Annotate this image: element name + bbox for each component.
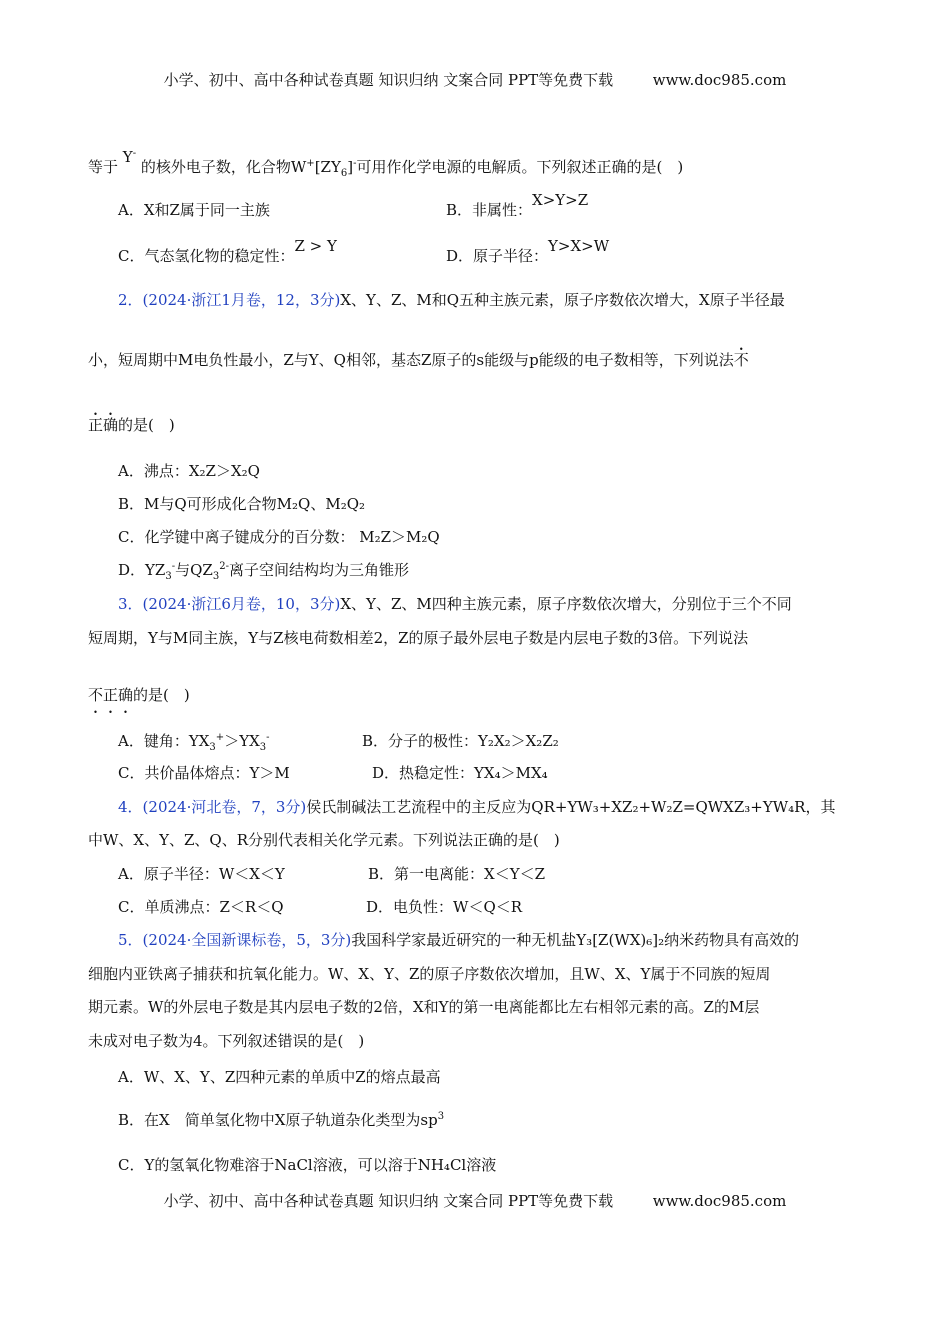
q5-option-b-text: B．在X 简单氢化物中X原子轨道杂化类型为sp	[118, 1111, 438, 1129]
q5-stem1: 我国科学家最近研究的一种无机盐Y₃[Z(WX)₆]₂纳米药物具有高效的	[351, 931, 800, 949]
q5-option-a: A．W、X、Y、Z四种元素的单质中Z的熔点最高	[118, 1068, 441, 1086]
q1-option-b	[446, 191, 589, 220]
q3-a-sup-minus: -	[266, 732, 270, 743]
q3-stem-line3	[88, 685, 190, 705]
q1-ion-letter: Y	[122, 148, 133, 166]
q2-d-sub3b: 3	[212, 571, 220, 582]
q3-a-sub3a: 3	[209, 742, 216, 753]
q4-stem1: 侯氏制碱法工艺流程中的主反应为QR+YW₃+XZ₂+W₂Z=QWXZ₃+YW₄R，其	[306, 798, 836, 816]
q1-ion	[123, 148, 136, 166]
q5-option-b-sup: 3	[437, 1111, 445, 1122]
q4-option-c: C．单质沸点：Z＜R＜Q	[118, 898, 284, 916]
q5-stem-line1	[118, 930, 799, 950]
q3-source: 3．(2024·浙江6月卷，10，3分)	[118, 595, 341, 613]
q3-emphasis-bu: 不	[88, 686, 104, 704]
q2-source: 2．(2024·浙江1月卷，12，3分)	[118, 291, 341, 309]
q3-a-sub3b: 3	[259, 742, 267, 753]
q2-stem-line2	[88, 350, 749, 370]
page-footer	[0, 1191, 950, 1211]
q2-option-d-part1: D．YZ	[118, 561, 166, 579]
q1-option-d	[446, 237, 610, 266]
q2-option-b: B．M与Q可形成化合物M₂Q、M₂Q₂	[118, 495, 366, 513]
q2-option-d	[118, 560, 409, 580]
q2-option-a: A．沸点：X₂Z＞X₂Q	[118, 462, 260, 480]
q3-stem2: 短周期，Y与M同主族，Y与Z核电荷数相差2，Z的原子最外层电子数是内层电子数的3倍。下列说法	[88, 629, 749, 647]
q2-d-sup-minus: -	[171, 561, 176, 572]
q1-stem-part3: [ZY	[314, 158, 341, 176]
q1-plus: +	[306, 158, 315, 169]
q1-option-c-value: Z > Y	[294, 237, 337, 255]
q4-option-a: A．原子半径：W＜X＜Y	[118, 865, 285, 883]
q1-stem	[88, 148, 684, 179]
q1-stem-part5: 可用作化学电源的电解质。下列叙述正确的是( )	[356, 158, 684, 176]
page-header	[0, 70, 950, 90]
q1-option-c	[118, 237, 337, 266]
q3-stem3-rest: 的是( )	[133, 686, 190, 704]
footer-text: 小学、初中、高中各种试卷真题 知识归纳 文案合同 PPT等免费下载	[163, 1192, 614, 1210]
q2-d-sup-2minus: 2-	[219, 561, 229, 572]
q2-option-c: C．化学键中离子键成分的百分数： M₂Z＞M₂Q	[118, 528, 440, 546]
q1-option-d-label: D．原子半径：	[446, 247, 549, 265]
q4-option-b: B．第一电离能：X＜Y＜Z	[368, 865, 546, 883]
q3-stem1: X、Y、Z、M四种主族元素，原子序数依次增大，分别位于三个不同	[340, 595, 792, 613]
q2-stem-line1	[118, 290, 785, 310]
q2-stem3-rest: 的是( )	[118, 416, 175, 434]
q3-option-a-part2: ＞YX	[224, 732, 260, 750]
q1-option-b-value: X>Y>Z	[532, 191, 589, 209]
q4-stem-line1	[118, 797, 835, 817]
q2-option-d-part2: 与QZ	[175, 561, 213, 579]
q2-d-sub3a: 3	[165, 571, 172, 582]
q4-source: 4．(2024·河北卷，7，3分)	[118, 798, 307, 816]
q2-stem1: X、Y、Z、M和Q五种主族元素，原子序数依次增大，X原子半径最	[340, 291, 785, 309]
q1-ion-sup: -	[132, 148, 137, 159]
q3-option-a	[118, 731, 270, 751]
q1-stem-part2: 的核外电子数，化合物W	[140, 158, 307, 176]
header-site: www.doc985.com	[652, 71, 787, 89]
q3-stem-line1	[118, 594, 792, 614]
q4-stem2: 中W、X、Y、Z、Q、R分别代表相关化学元素。下列说法正确的是( )	[88, 831, 560, 849]
q2-emphasis-bu: 不	[733, 351, 749, 369]
q1-stem-part4: ]	[347, 158, 354, 176]
q1-option-a: A．X和Z属于同一主族	[118, 201, 270, 219]
q1-option-c-label: C．气态氢化物的稳定性：	[118, 247, 295, 265]
q5-option-c: C．Y的氢氧化物难溶于NaCl溶液，可以溶于NH₄Cl溶液	[118, 1156, 497, 1174]
q5-stem3: 期元素。W的外层电子数是其内层电子数的2倍，X和Y的第一电离能都比左右相邻元素的高。Z的M层	[88, 998, 760, 1016]
q4-option-d: D．电负性：W＜Q＜R	[366, 898, 523, 916]
q2-emphasis-que: 确	[103, 416, 119, 434]
q3-emphasis-zheng: 正	[103, 686, 119, 704]
header-text: 小学、初中、高中各种试卷真题 知识归纳 文案合同 PPT等免费下载	[163, 71, 614, 89]
q5-stem4: 未成对电子数为4。下列叙述错误的是( )	[88, 1032, 365, 1050]
q2-stem2: 小，短周期中M电负性最小，Z与Y、Q相邻，基态Z原子的s能级与p能级的电子数相等，下列说法	[88, 351, 734, 369]
q5-option-b	[118, 1110, 444, 1130]
q1-option-b-label: B．非属性：	[446, 201, 533, 219]
q2-emphasis-zheng: 正	[88, 416, 104, 434]
q5-source: 5．(2024·全国新课标卷，5，3分)	[118, 931, 352, 949]
q3-a-sup-plus: +	[215, 732, 225, 743]
q1-option-d-value: Y>X>W	[548, 237, 610, 255]
q3-option-b: B．分子的极性：Y₂X₂＞X₂Z₂	[362, 732, 559, 750]
q3-emphasis-que: 确	[118, 686, 134, 704]
q1-sub6: 6	[340, 168, 348, 179]
q3-option-c: C．共价晶体熔点：Y＞M	[118, 764, 290, 782]
q3-option-a-part1: A．键角：YX	[118, 732, 210, 750]
q1-minus: -	[353, 158, 357, 169]
footer-site: www.doc985.com	[652, 1192, 787, 1210]
q2-option-d-part3: 离子空间结构均为三角锥形	[228, 561, 409, 579]
q2-stem-line3	[88, 415, 175, 435]
q1-stem-part1: 等于	[88, 158, 119, 176]
q3-option-d: D．热稳定性：YX₄＞MX₄	[372, 764, 548, 782]
q5-stem2: 细胞内亚铁离子捕获和抗氧化能力。W、X、Y、Z的原子序数依次增加，且W、X、Y属于不同族的短周	[88, 965, 771, 983]
